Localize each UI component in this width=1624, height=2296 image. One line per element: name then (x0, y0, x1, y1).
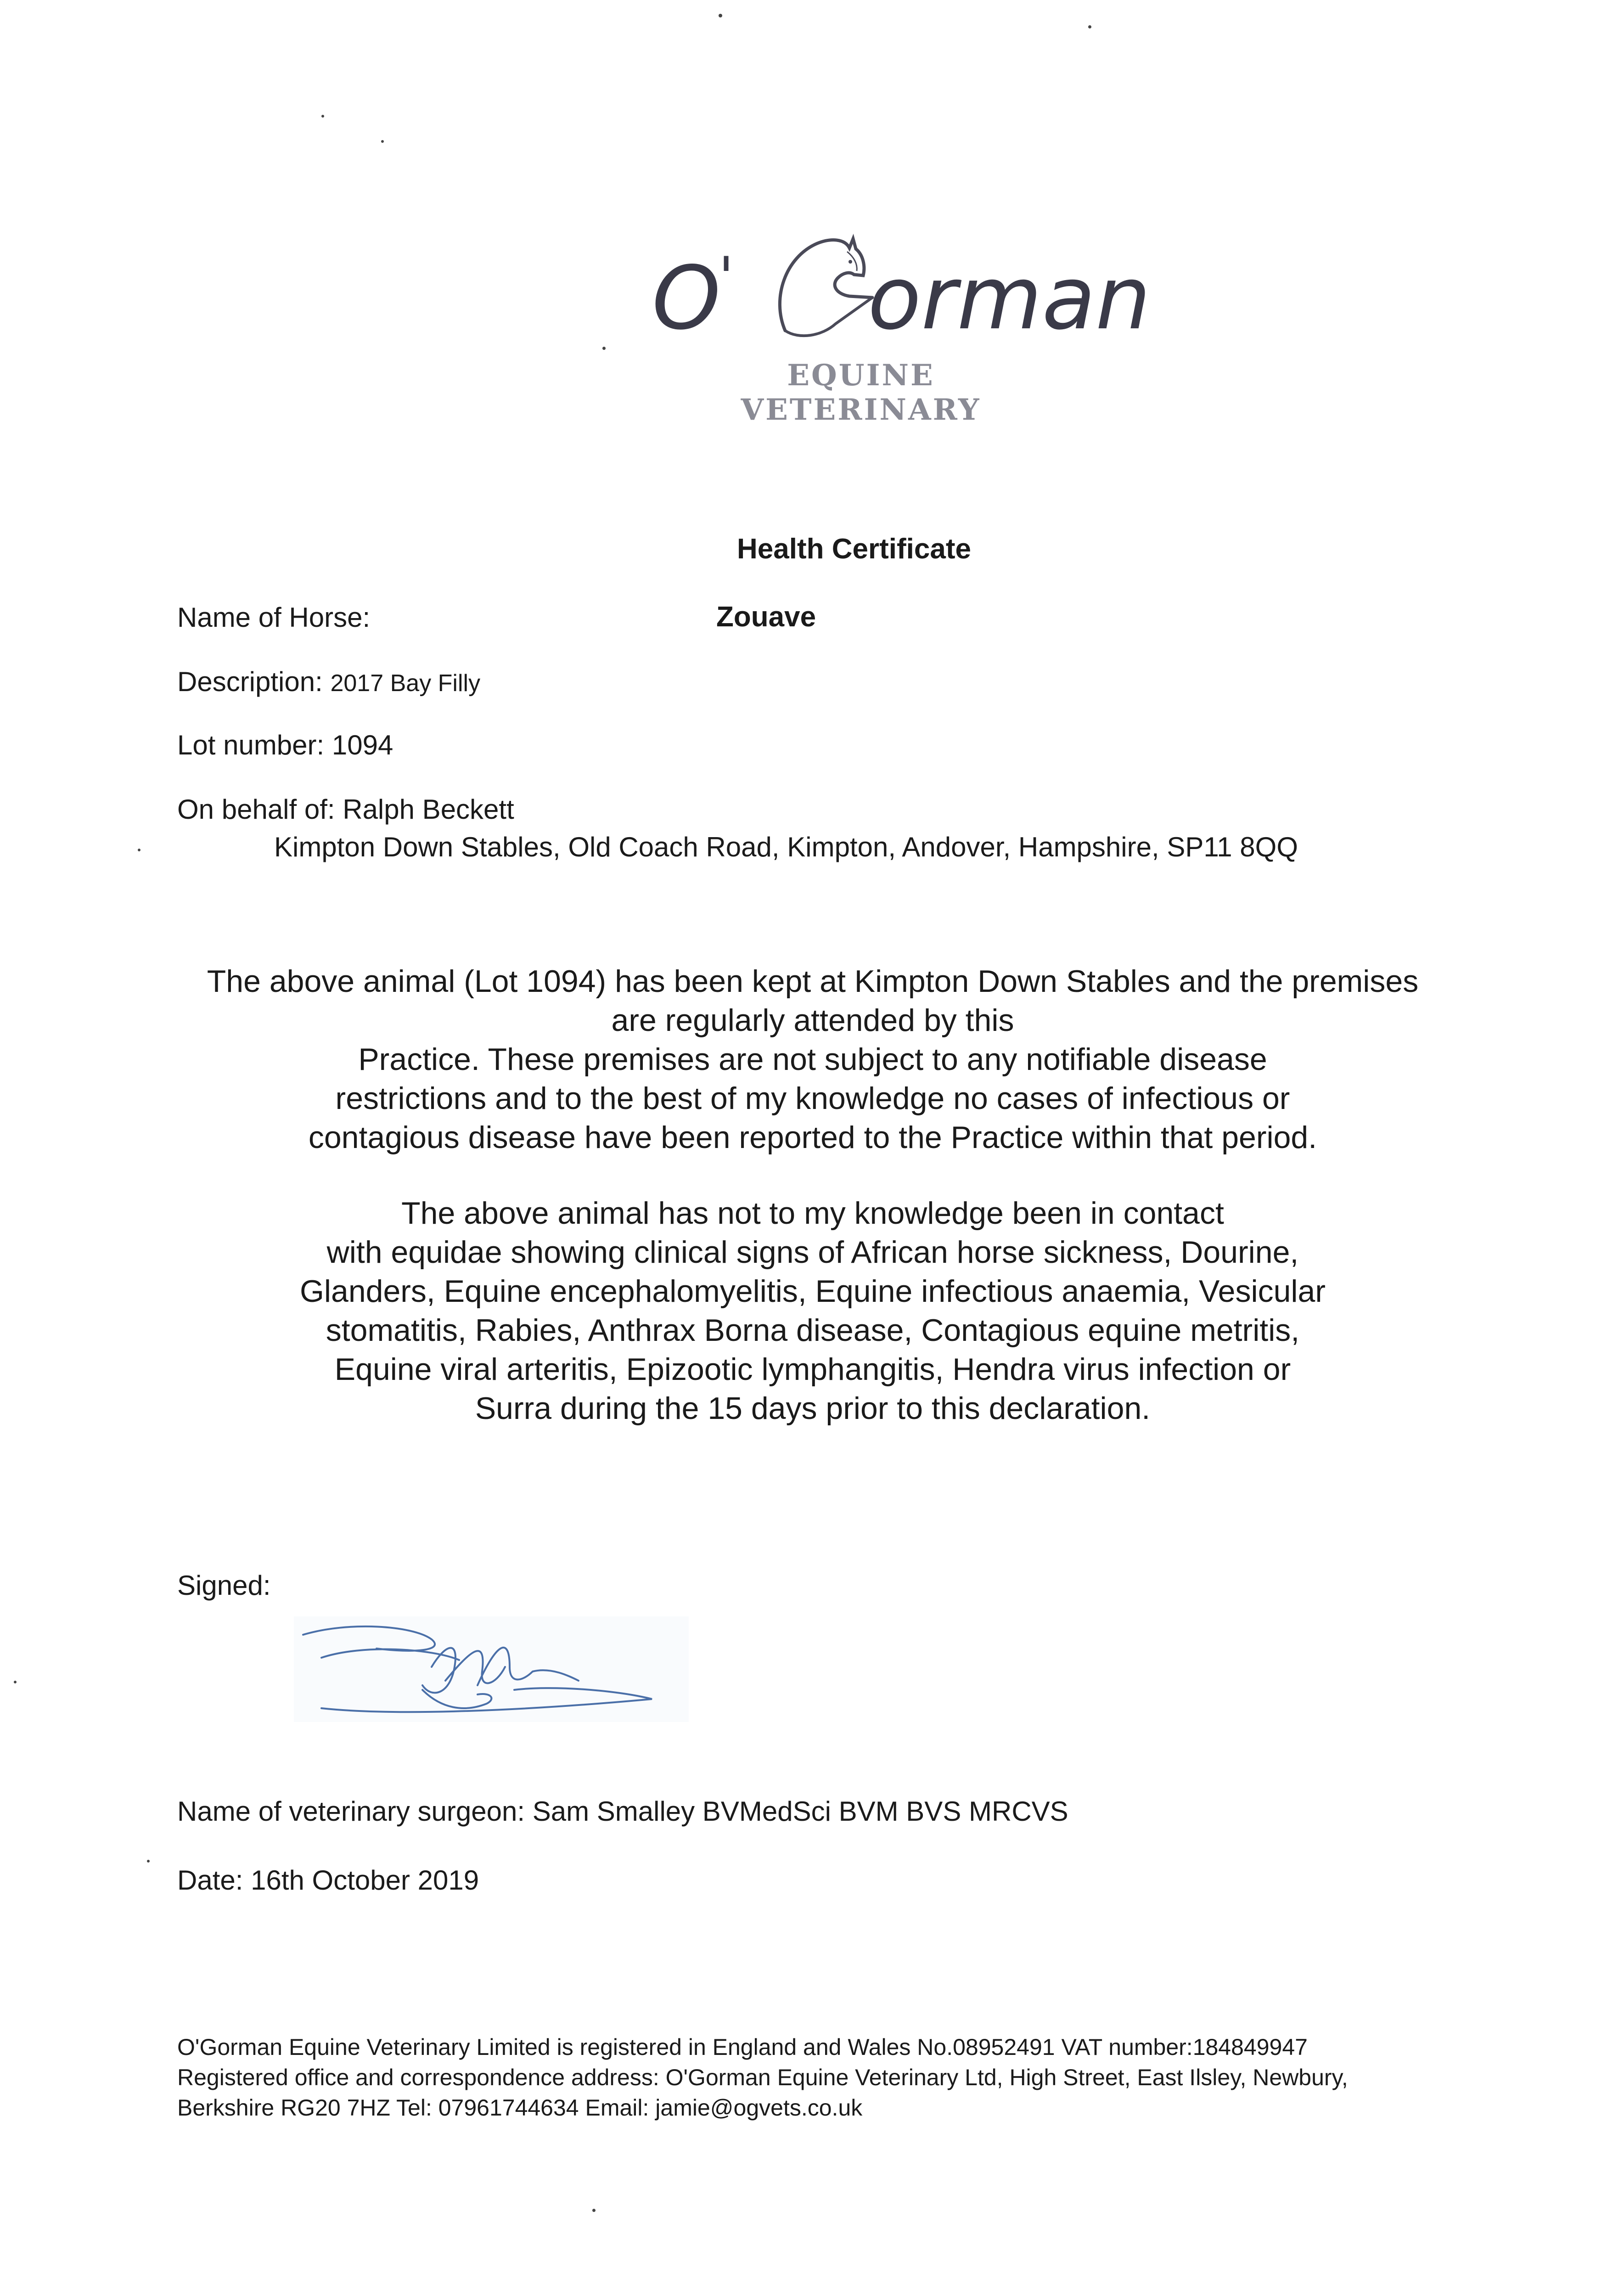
signed-label: Signed: (177, 1570, 271, 1601)
certificate-date: Date: 16th October 2019 (177, 1865, 479, 1896)
scan-speck (719, 14, 722, 17)
logo-subtitle: EQUINE VETERINARY (741, 358, 981, 427)
scan-speck (321, 115, 324, 118)
svg-text:orman: orman (868, 248, 1151, 349)
paragraph-line: Glanders, Equine encephalomyelitis, Equine infectious anaemia, Vesicular (300, 1274, 1326, 1309)
paragraph-line: with equidae showing clinical signs of African horse sickness, Dourine, (326, 1235, 1299, 1270)
vet-surgeon-name: Name of veterinary surgeon: Sam Smalley BVMedSci BVM BVS MRCVS (177, 1796, 1068, 1827)
scan-speck (14, 1681, 17, 1683)
paragraph-line: restrictions and to the best of my knowledge no cases of infectious or (335, 1081, 1290, 1116)
scan-speck (602, 347, 606, 350)
paragraph-line: Practice. These premises are not subject to any notifiable disease (358, 1042, 1267, 1077)
on-behalf-of: On behalf of: Ralph Beckett (177, 794, 514, 825)
paragraph-line: The above animal has not to my knowledge been in contact (401, 1196, 1224, 1231)
page-title: Health Certificate (737, 533, 971, 565)
paragraph-line: are regularly attended by this (611, 1003, 1014, 1038)
svg-text:O: O (652, 248, 721, 349)
lot-number: Lot number: 1094 (177, 730, 393, 760)
paragraph-line: The above animal (Lot 1094) has been kept at Kimpton Down Stables and the premises (207, 964, 1419, 999)
scan-speck (381, 140, 384, 143)
signature-image (294, 1616, 689, 1736)
stable-address: Kimpton Down Stables, Old Coach Road, Kimpton, Andover, Hampshire, SP11 8QQ (274, 832, 1298, 862)
footer-line: O'Gorman Equine Veterinary Limited is registered in England and Wales No.08952491 VAT number:184849947 (177, 2034, 1308, 2060)
scan-speck (592, 2209, 596, 2212)
scan-speck (1088, 25, 1091, 28)
footer-registration (177, 2032, 1348, 2123)
horse-head-logo-icon (634, 216, 1151, 363)
description-value: 2017 Bay Filly (330, 670, 481, 697)
scan-speck (147, 1860, 150, 1863)
horse-name-value: Zouave (716, 601, 816, 633)
paragraph-line: stomatitis, Rabies, Anthrax Borna disease, Contagious equine metritis, (326, 1313, 1300, 1348)
paragraph-line: contagious disease have been reported to the Practice within that period. (308, 1120, 1317, 1155)
disease-contact-statement (138, 1194, 1488, 1428)
horse-name-label: Name of Horse: (177, 602, 371, 633)
scan-speck (138, 849, 140, 851)
paragraph-line: Surra during the 15 days prior to this declaration. (475, 1391, 1151, 1426)
svg-text:': ' (719, 246, 734, 310)
company-logo (634, 216, 1151, 427)
description-row (177, 666, 480, 698)
paragraph-line: Equine viral arteritis, Epizootic lymphangitis, Hendra virus infection or (334, 1352, 1291, 1387)
footer-line: Registered office and correspondence address: O'Gorman Equine Veterinary Ltd, High Street, East Ilsley, Newbury, (177, 2065, 1348, 2090)
description-label: Description: (177, 666, 323, 697)
footer-line: Berkshire RG20 7HZ Tel: 07961744634 Email: jamie@ogvets.co.uk (177, 2095, 863, 2121)
premises-statement (138, 962, 1488, 1157)
